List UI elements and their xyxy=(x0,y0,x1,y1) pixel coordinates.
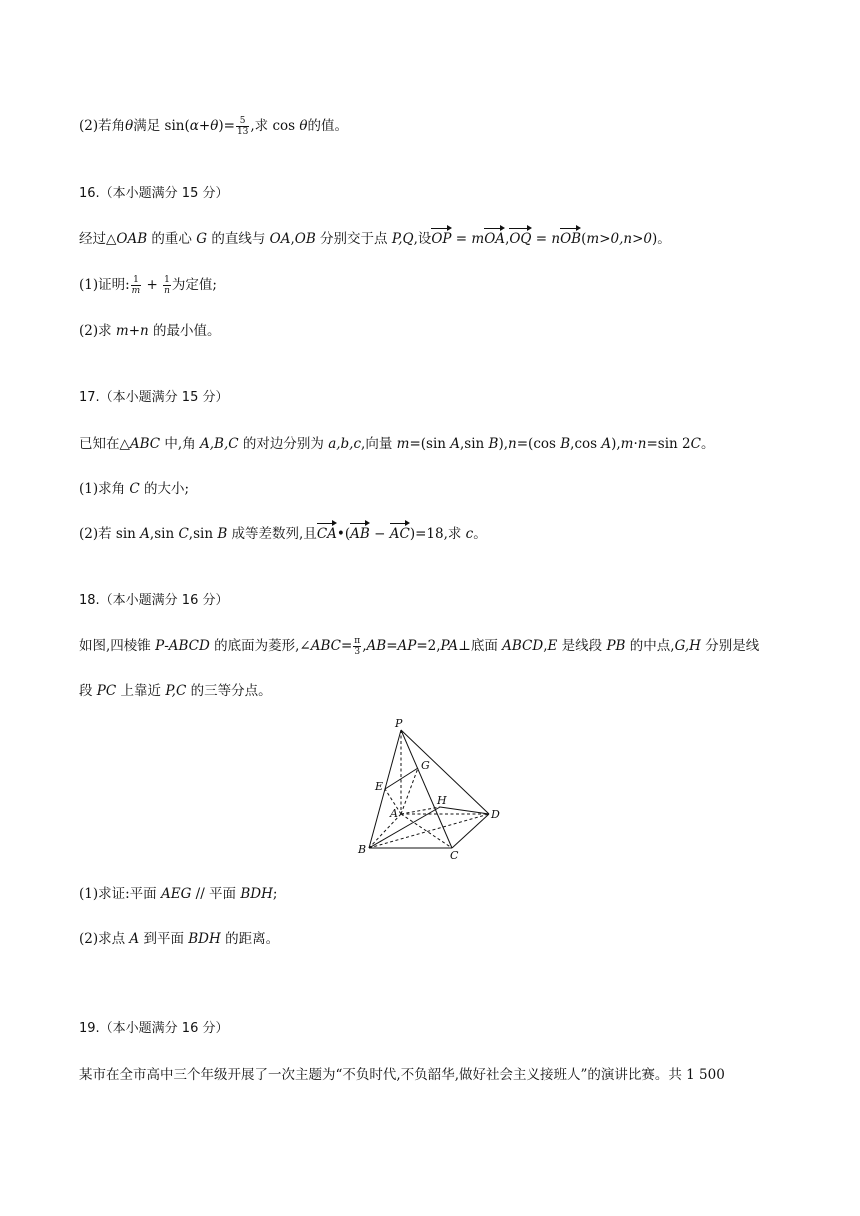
q18-stem-line2: 段 PC 上靠近 P,C 的三等分点。 xyxy=(79,683,272,699)
q16-heading: 16.（本小题满分 15 分） xyxy=(79,186,229,201)
q17-heading: 17.（本小题满分 15 分） xyxy=(79,390,229,405)
label-C: C xyxy=(450,849,459,862)
fraction-pi-3: $\frac{\pi}{3}$ xyxy=(354,636,361,657)
q16-part2: (2)求 m+n 的最小值。 xyxy=(79,323,221,339)
vector-OQ: OQ xyxy=(509,231,532,247)
vector-AC: AC xyxy=(389,526,410,542)
label-P: P xyxy=(395,717,403,730)
vector-OP: OP xyxy=(431,231,452,247)
label-E: E xyxy=(375,780,384,793)
label-A: A xyxy=(390,807,398,820)
fraction-1-n: $\frac{1}{n}$ xyxy=(164,275,170,296)
q18-part1: (1)求证:平面 AEG // 平面 BDH; xyxy=(79,886,278,902)
vector-AB: AB xyxy=(350,526,370,542)
q17-stem: 已知在△ABC 中,角 A,B,C 的对边分别为 a,b,c,向量 m=(sin A,sin B),n=(cos B,cos A),m·n=sin 2C。 xyxy=(79,436,715,452)
vector-OA: OA xyxy=(484,231,506,247)
q19-heading: 19.（本小题满分 16 分） xyxy=(79,1021,229,1036)
q17-part2: (2)若 sin A,sin C,sin B 成等差数列,且CA•(AB − AC)=18,求 c。 xyxy=(79,526,487,542)
q16-part1: (1)证明: $\frac{1}{m}$ + $\frac{1}{n}$ 为定值; xyxy=(79,275,217,296)
segment-BH xyxy=(369,807,440,848)
q16-stem: 经过△OAB 的重心 G 的直线与 OA,OB 分别交于点 P,Q,设OP = mOA,OQ = nOB(m>0,n>0)。 xyxy=(79,231,671,247)
pyramid-figure xyxy=(352,716,512,866)
label-B: B xyxy=(358,843,367,856)
vector-CA: CA xyxy=(316,526,337,542)
label-G: G xyxy=(421,759,430,772)
segment-HD xyxy=(440,807,489,814)
q15-part2: (2)若角θ满足 sin(α+θ)= $\frac{5}{13}$ ,求 cos θ的值。 xyxy=(79,116,349,137)
label-H: H xyxy=(437,794,447,807)
q18-heading: 18.（本小题满分 16 分） xyxy=(79,593,229,608)
q18-stem-line1: 如图,四棱锥 P-ABCD 的底面为菱形,∠ABC= $\frac{\pi}{3}$ ,AB=AP=2,PA⊥底面 ABCD,E 是线段 PB 的中点,G,H 分别是线 xyxy=(79,636,760,657)
vector-OB: OB xyxy=(560,231,582,247)
segment-AG xyxy=(401,768,418,814)
q17-part1: (1)求角 C 的大小; xyxy=(79,481,190,497)
fraction-5-13: $\frac{5}{13}$ xyxy=(236,116,249,137)
fraction-1-m: $\frac{1}{m}$ xyxy=(131,275,141,296)
q19-stem: 某市在全市高中三个年级开展了一次主题为“不负时代,不负韶华,做好社会主义接班人”的演讲比赛。共 1 500 xyxy=(79,1067,725,1083)
edge-PC xyxy=(401,730,452,848)
label-D: D xyxy=(491,808,500,821)
q18-part2: (2)求点 A 到平面 BDH 的距离。 xyxy=(79,931,280,947)
